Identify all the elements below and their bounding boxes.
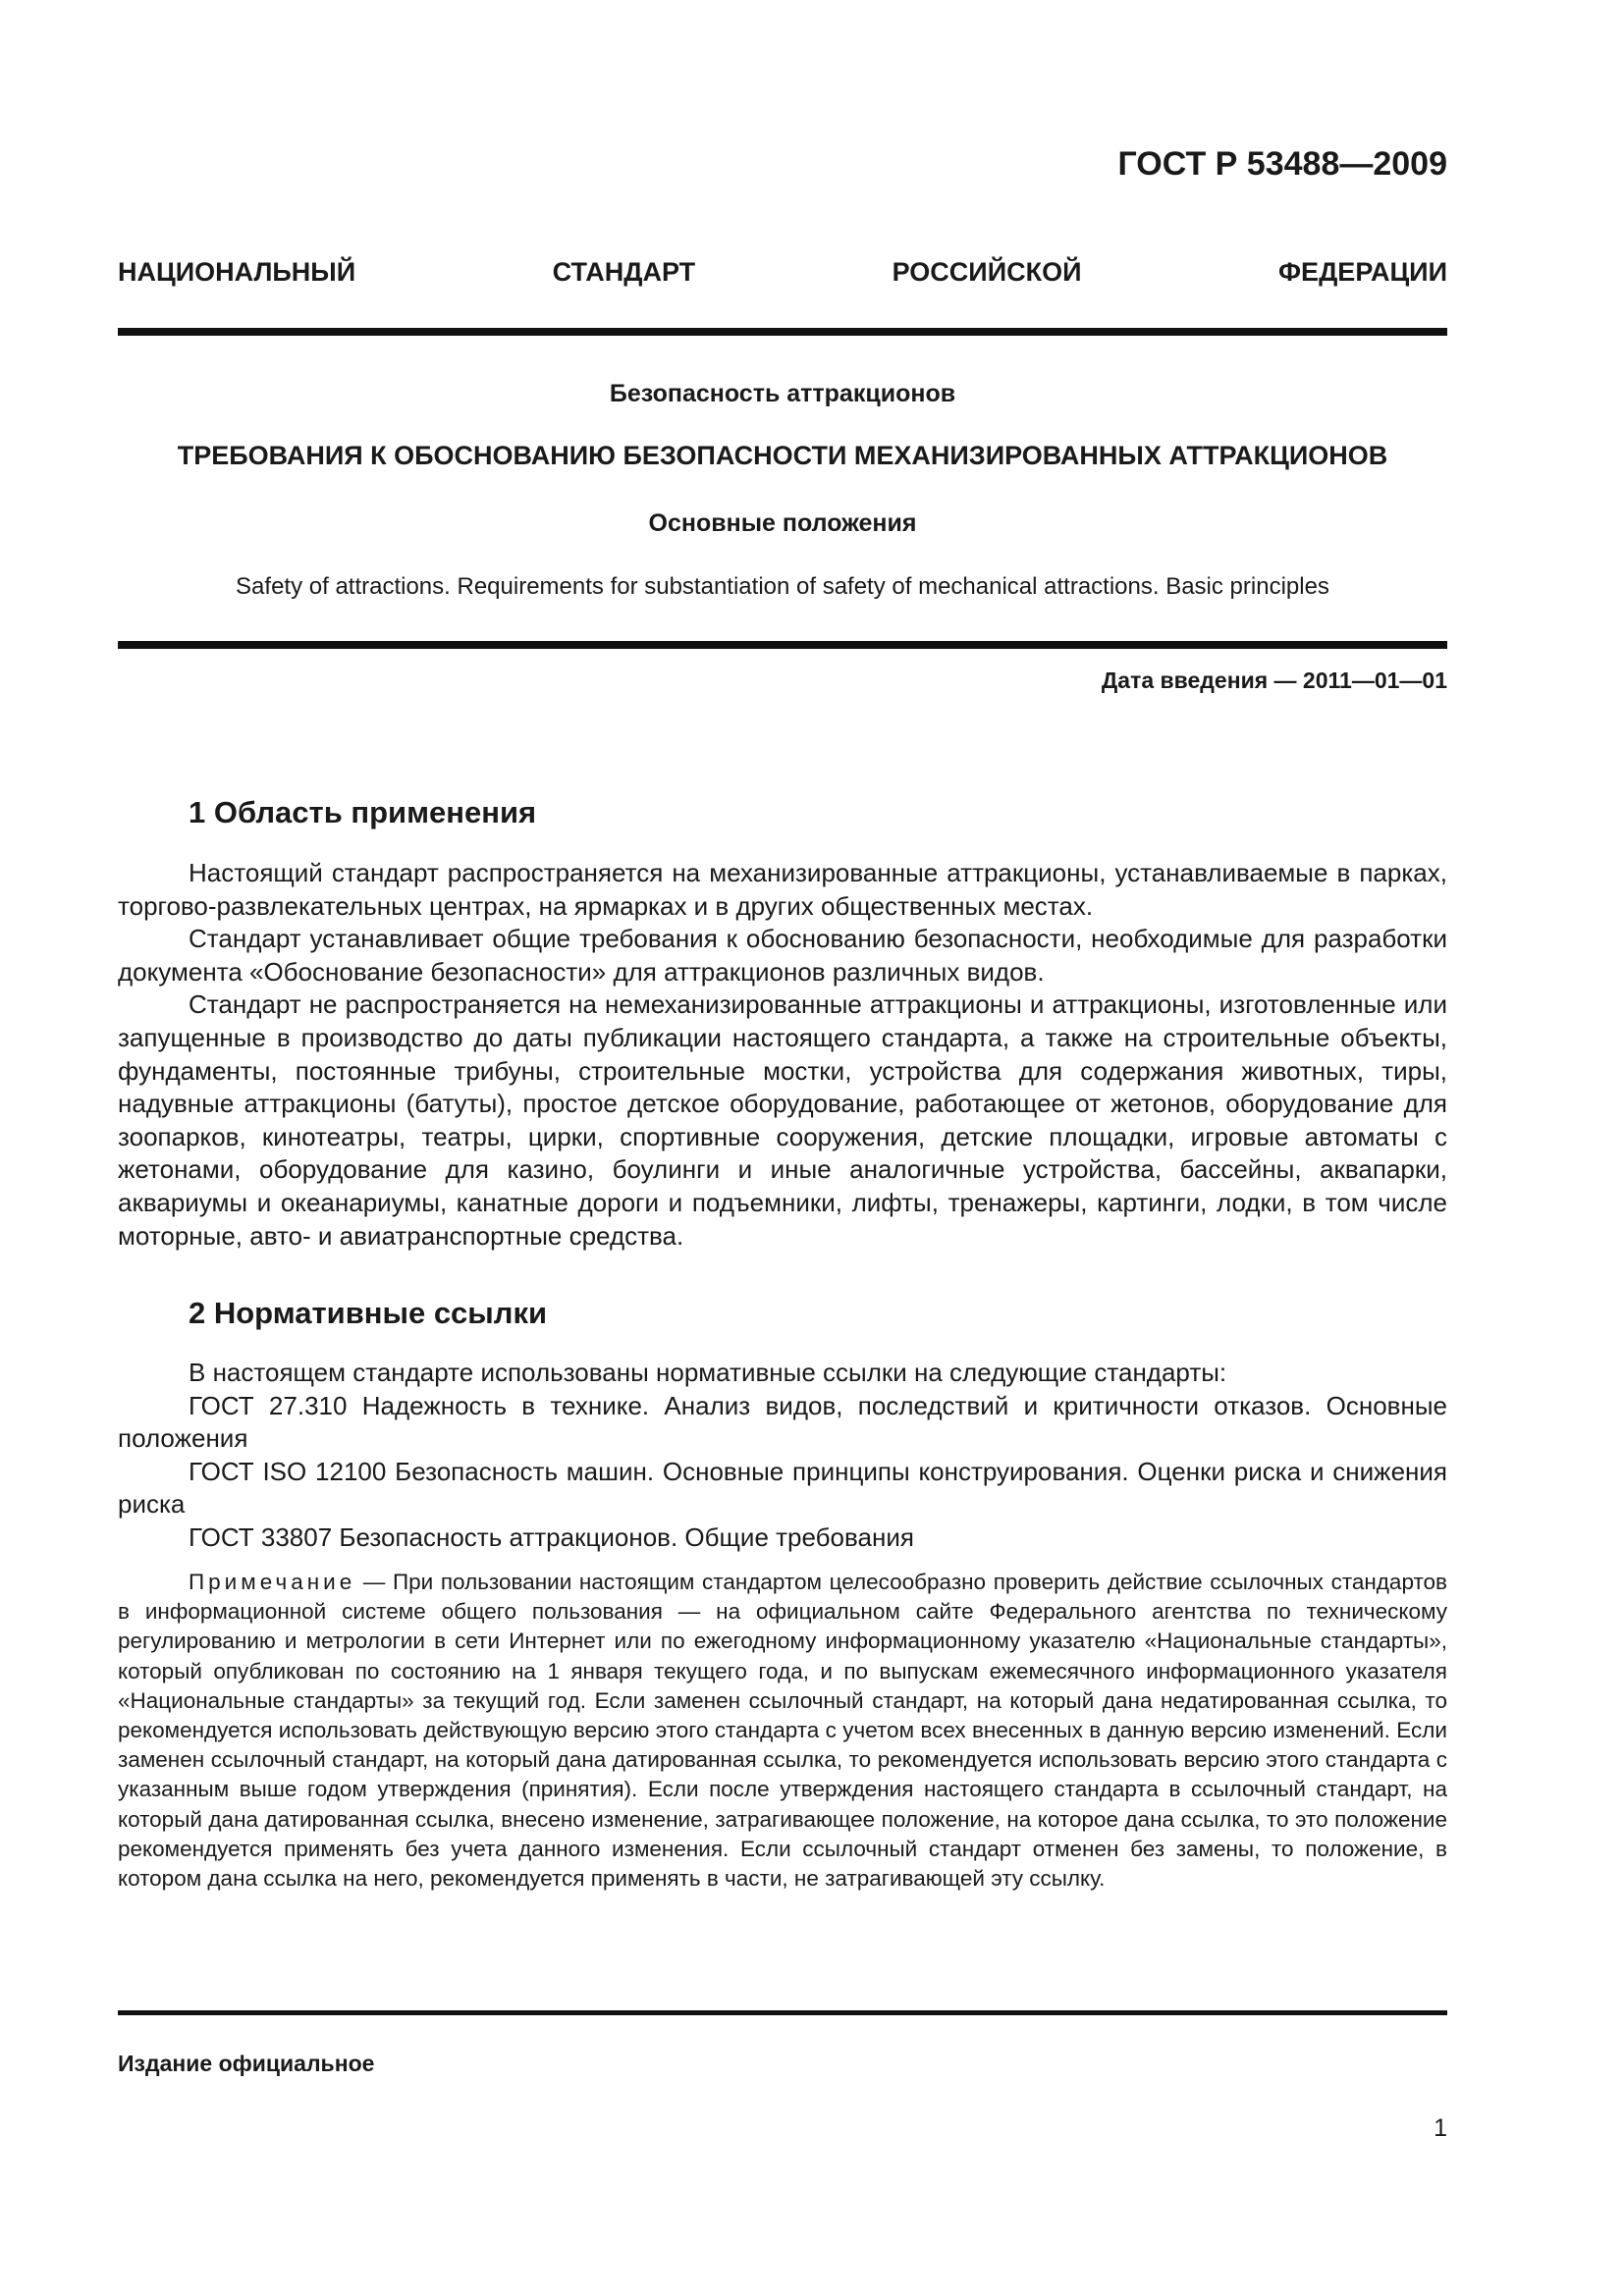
reference-item: ГОСТ 33807 Безопасность аттракционов. Общие требования [189,1522,914,1552]
document-number: ГОСТ Р 53488—2009 [1117,145,1447,183]
section-1-paragraph: Стандарт не распространяется на немеханизированные аттракционы и аттракционы, изготовленные или запущенные в производство до даты публикации настоящего стандарта, а также на строительные объекты, фундаменты, постоянные трибуны, строительные мостки, устройства для содержания животных, тиры, надувные аттракционы (батуты), простое детское оборудование, работающее от жетонов, оборудование для зоопарков, кинотеатры, театры, цирки, спортивные сооружения, детские площадки, игровые автоматы с жетонами, оборудование для казино, боулинги и иные аналогичные устройства, бассейны, аквапарки, аквариумы и океанариумы, канатные дороги и подъемники, лифты, тренажеры, картинги, лодки, в том числе моторные, авто- и авиатранспортные средства. [118,989,1447,1251]
note-label: Примечание [189,1570,356,1594]
federation-word-2: СТАНДАРТ [552,257,696,287]
federation-word-1: НАЦИОНАЛЬНЫЙ [118,257,356,287]
federation-title [118,257,1447,288]
note-block [118,1568,1447,1894]
section-1-body [118,857,1447,1253]
reference-item: ГОСТ ISO 12100 Безопасность машин. Основные принципы конструирования. Оценки риска и снижения риска [118,1456,1447,1520]
federation-word-4: ФЕДЕРАЦИИ [1278,257,1447,287]
footer-divider [118,2010,1447,2015]
standard-subtitle: Основные положения [648,509,917,537]
top-divider [118,328,1447,336]
english-title: Safety of attractions. Requirements for substantiation of safety of mechanical attractions. Basic principles [236,573,1329,600]
standard-group-title: Безопасность аттракционов [609,380,956,407]
section-1-paragraph: Настоящий стандарт распространяется на механизированные аттракционы, устанавливаемые в парках, торгово-развлекательных центрах, на ярмарках и в других общественных местах. [118,858,1447,921]
official-edition-label: Издание официальное [118,2051,375,2076]
section-2-body [118,1357,1447,1555]
standard-main-title: ТРЕБОВАНИЯ К ОБОСНОВАНИЮ БЕЗОПАСНОСТИ МЕХАНИЗИРОВАННЫХ АТТРАКЦИОНОВ [177,441,1388,470]
introduction-date: Дата введения — 2011—01—01 [1101,667,1447,693]
federation-word-3: РОССИЙСКОЙ [892,257,1082,287]
section-2-heading: 2 Нормативные ссылки [189,1296,548,1330]
page-number: 1 [1434,2114,1447,2142]
section-1-heading: 1 Область применения [189,795,537,829]
reference-item: ГОСТ 27.310 Надежность в технике. Анализ видов, последствий и критичности отказов. Основные положения [118,1390,1447,1454]
note-text: — При пользовании настоящим стандартом целесообразно проверить действие ссылочных стандартов в информационной системе общего пользования — на официальном сайте Федерального агентства по техническому регулированию и метрологии в сети Интернет или по ежегодному информационному указателю «Национальные стандарты», который опубликован по состоянию на 1 января текущего года, и по выпускам ежемесячного информационного указателя «Национальные стандарты» за текущий год. Если заменен ссылочный стандарт, на который дана недатированная ссылка, то рекомендуется использовать действующую версию этого стандарта с учетом всех внесенных в данную версию изменений. Если заменен ссылочный стандарт, на который дана датированная ссылка, то рекомендуется использовать версию этого стандарта с указанным выше годом утверждения (принятия). Если после утверждения настоящего стандарта в ссылочный стандарт, на который дана датированная ссылка, внесено изменение, затрагивающее положение, на которое дана ссылка, то это положение рекомендуется применять без учета данного изменения. Если ссылочный стандарт отменен без замены, то положение, в котором дана ссылка на него, рекомендуется применять в части, не затрагивающей эту ссылку. [118,1570,1447,1892]
title-divider [118,641,1447,649]
section-1-paragraph: Стандарт устанавливает общие требования к обоснованию безопасности, необходимые для разработки документа «Обоснование безопасности» для аттракционов различных видов. [118,924,1447,987]
section-2-paragraph: В настоящем стандарте использованы нормативные ссылки на следующие стандарты: [189,1358,1227,1387]
